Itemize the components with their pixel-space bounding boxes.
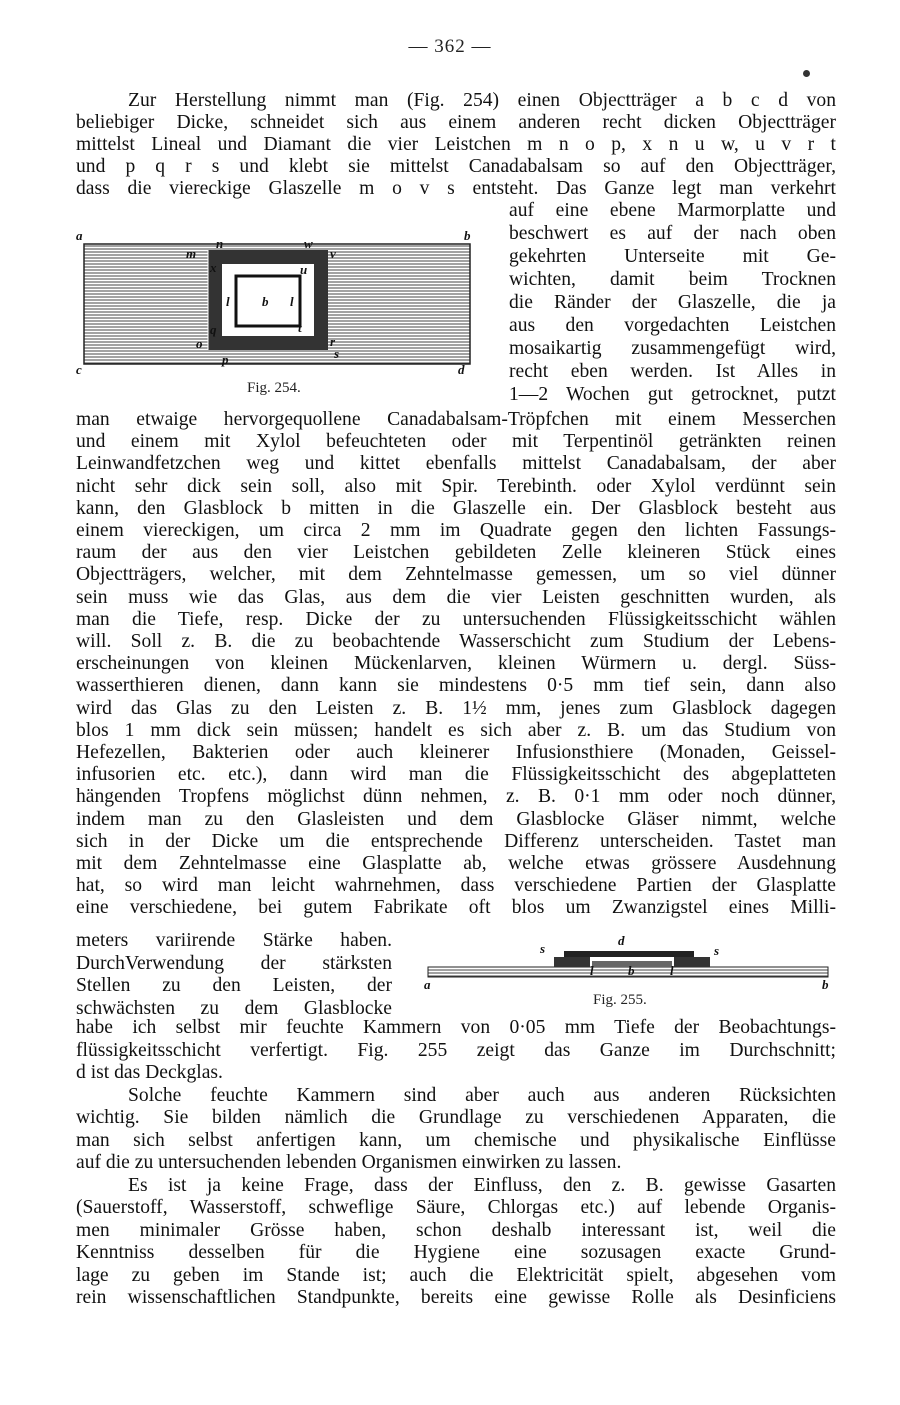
label-p: p bbox=[222, 352, 229, 367]
text-line: die Ränder der Glaszelle, die ja bbox=[509, 292, 836, 313]
text-line: schwächsten zu dem Glasblocke bbox=[76, 997, 392, 1019]
text-line: wird das Glas zu den Leisten z. B. 1½ mm, jenes zum Glasblock dagegen bbox=[76, 697, 836, 719]
text-line: wasserthieren dienen, dann kann sie mindestens 0·5 mm tief sein, dann also bbox=[76, 675, 836, 697]
figure-255 bbox=[418, 933, 838, 993]
strip-left bbox=[554, 957, 590, 967]
label-s-left: s bbox=[540, 941, 546, 956]
text-line: auf die zu untersuchenden lebenden Organismen einwirken zu lassen. bbox=[76, 1152, 622, 1173]
text-line: hängenden Tropfens möglichst dünn nehmen, z. B. 0·1 mm oder noch dünner, bbox=[76, 786, 836, 808]
text-line: mosaikartig zusammengefügt wird, bbox=[509, 338, 836, 359]
cover-glass bbox=[564, 951, 694, 957]
text-line: gekehrten Unterseite mit Ge- bbox=[509, 246, 836, 267]
text-line: einem viereckigen, um circa 2 mm im Quadrate gegen den lichten Fassungs- bbox=[76, 520, 836, 541]
text-line: Solche feuchte Kammern sind aber auch aus anderen Rücksichten bbox=[128, 1084, 836, 1106]
text-line: rein wissenschaftlichen Standpunkte, bereits eine gewisse Rolle als Desinficiens bbox=[76, 1287, 836, 1308]
text-line: Objectträgers, welcher, mit dem Zehntelmasse gemessen, um so viel dünner bbox=[76, 564, 836, 586]
label-a: a bbox=[76, 228, 83, 243]
text-line: DurchVerwendung der stärksten bbox=[76, 952, 392, 974]
label-r: r bbox=[330, 334, 336, 349]
text-line: auf eine ebene Marmorplatte und bbox=[509, 200, 836, 221]
label-a: a bbox=[424, 977, 431, 992]
label-b: b bbox=[822, 977, 829, 992]
ink-dot bbox=[803, 70, 810, 77]
label-v: v bbox=[330, 246, 336, 261]
text-line: mittelst Lineal und Diamant die vier Leistchen m n o p, x n u w, u v r t bbox=[76, 134, 836, 155]
text-line: aus den vorgedachten Leistchen bbox=[509, 315, 836, 336]
text-line: Zur Herstellung nimmt man (Fig. 254) einen Objectträger a b c d von bbox=[128, 90, 836, 111]
label-w: w bbox=[304, 236, 313, 251]
page-number: — 362 — bbox=[408, 36, 492, 57]
text-line: d ist das Deckglas. bbox=[76, 1062, 223, 1083]
text-line: raum der aus den vier Leistchen gebildeten Zelle kleineren Stück eines bbox=[76, 542, 836, 564]
figure-254 bbox=[72, 224, 492, 394]
text-line: wichten, damit beim Trocknen bbox=[509, 269, 836, 290]
label-s: s bbox=[334, 346, 340, 361]
label-x: x bbox=[210, 260, 217, 275]
text-line: men minimaler Grösse haben, schon deshalb interessant ist, weil die bbox=[76, 1219, 836, 1241]
text-line: will. Soll z. B. die zu beobachtende Wasserschicht zum Studium der Lebens- bbox=[76, 631, 836, 652]
text-line: sich in der Dicke um die entsprechende Differenz unterscheiden. Tastet man bbox=[76, 830, 836, 852]
text-line: Kenntniss desselben für die Hygiene eine sozusagen exacte Grund- bbox=[76, 1242, 836, 1263]
text-line: eine verschiedene, bei gutem Fabrikate oft blos um Zwanzigstel eines Milli- bbox=[76, 897, 836, 919]
label-l-right: l bbox=[670, 963, 674, 978]
text-line: mit dem Zehntelmasse eine Glasplatte ab, welche etwas grössere Ausdehnung bbox=[76, 853, 836, 874]
text-line: beschwert es auf der nach oben bbox=[509, 223, 836, 244]
label-glassblock: b bbox=[628, 963, 635, 978]
label-q: q bbox=[210, 322, 217, 337]
text-line: Leinwandfetzchen weg und kittet ebenfalls mittelst Canadabalsam, der aber bbox=[76, 453, 836, 475]
label-l-left: l bbox=[590, 963, 594, 978]
text-line: kann, den Glasblock b mitten in die Glaszelle ein. Der Glasblock besteht aus bbox=[76, 497, 836, 519]
label-glassblock: b bbox=[262, 294, 269, 309]
text-line: wichtig. Sie bilden nämlich die Grundlage zu verschiedenen Apparaten, die bbox=[76, 1107, 836, 1128]
text-line: und p q r s und klebt sie mittelst Canadabalsam so auf den Objectträger, bbox=[76, 156, 836, 177]
text-line: lage zu geben im Stande ist; auch die Elektricität spielt, abgesehen vom bbox=[76, 1264, 836, 1286]
text-line: erscheinungen von kleinen Mückenlarven, kleinen Würmern u. dergl. Süss- bbox=[76, 653, 836, 675]
text-line: dass die viereckige Glaszelle m o v s entsteht. Das Ganze legt man verkehrt bbox=[76, 178, 836, 199]
text-line: Hefezellen, Bakterien oder auch kleinerer Infusionsthiere (Monaden, Geissel- bbox=[76, 742, 836, 763]
text-line: habe ich selbst mir feuchte Kammern von 0·05 mm Tiefe der Beobachtungs- bbox=[76, 1017, 836, 1038]
text-line: sein muss wie das Glas, aus dem die vier Leisten geschnitten wurden, als bbox=[76, 586, 836, 608]
text-line: beliebiger Dicke, schneidet sich aus einem anderen recht dicken Objectträger bbox=[76, 112, 836, 133]
text-line: man etwaige hervorgequollene Canadabalsam-Tröpfchen mit einem Messerchen bbox=[76, 409, 836, 430]
label-b: b bbox=[464, 228, 471, 243]
strip-right bbox=[674, 957, 710, 967]
text-line: infusorien etc. etc.), dann wird man die Flüssigkeitsschicht des abgeplatteten bbox=[76, 764, 836, 786]
label-d: d bbox=[618, 933, 625, 948]
label-o: o bbox=[196, 336, 203, 351]
label-l-right: l bbox=[290, 294, 294, 309]
text-line: Es ist ja keine Frage, dass der Einfluss, den z. B. gewisse Gasarten bbox=[128, 1174, 836, 1196]
label-l-left: l bbox=[226, 294, 230, 309]
text-line: 1—2 Wochen gut getrocknet, putzt bbox=[509, 384, 836, 405]
text-line: man die Tiefe, resp. Dicke der zu untersuchenden Flüssigkeitsschicht wählen bbox=[76, 608, 836, 630]
figure-254-caption: Fig. 254. bbox=[247, 380, 301, 396]
figure-255-caption: Fig. 255. bbox=[593, 992, 647, 1008]
label-c: c bbox=[76, 362, 82, 377]
text-line: (Sauerstoff, Wasserstoff, schweflige Säure, Chlorgas etc.) auf lebende Organis- bbox=[76, 1197, 836, 1218]
text-line: meters variirende Stärke haben. bbox=[76, 930, 392, 951]
label-s-right: s bbox=[714, 943, 720, 958]
text-line: hat, so wird man leicht wahrnehmen, dass verschiedene Partien der Glasplatte bbox=[76, 875, 836, 897]
label-u: u bbox=[300, 262, 308, 277]
label-d: d bbox=[458, 362, 465, 377]
text-line: recht eben werden. Ist Alles in bbox=[509, 361, 836, 382]
label-m: m bbox=[186, 246, 197, 261]
text-line: und einem mit Xylol befeuchteten oder mit Terpentinöl getränkten reinen bbox=[76, 431, 836, 453]
text-line: nicht sehr dick sein soll, also mit Spir. Terebinth. oder Xylol verdünnt sein bbox=[76, 475, 836, 497]
label-n: n bbox=[216, 236, 224, 251]
text-line: man sich selbst anfertigen kann, um chemische und physikalische Einflüsse bbox=[76, 1129, 836, 1151]
label-t: t bbox=[298, 320, 302, 335]
text-line: Stellen zu den Leisten, der bbox=[76, 975, 392, 996]
text-line: indem man zu den Glasleisten und dem Glasblocke Gläser nimmt, welche bbox=[76, 808, 836, 830]
text-line: flüssigkeitsschicht verfertigt. Fig. 255 zeigt das Ganze im Durchschnitt; bbox=[76, 1039, 836, 1061]
text-line: blos 1 mm dick sein müssen; handelt es sich aber z. B. um das Studium von bbox=[76, 719, 836, 741]
